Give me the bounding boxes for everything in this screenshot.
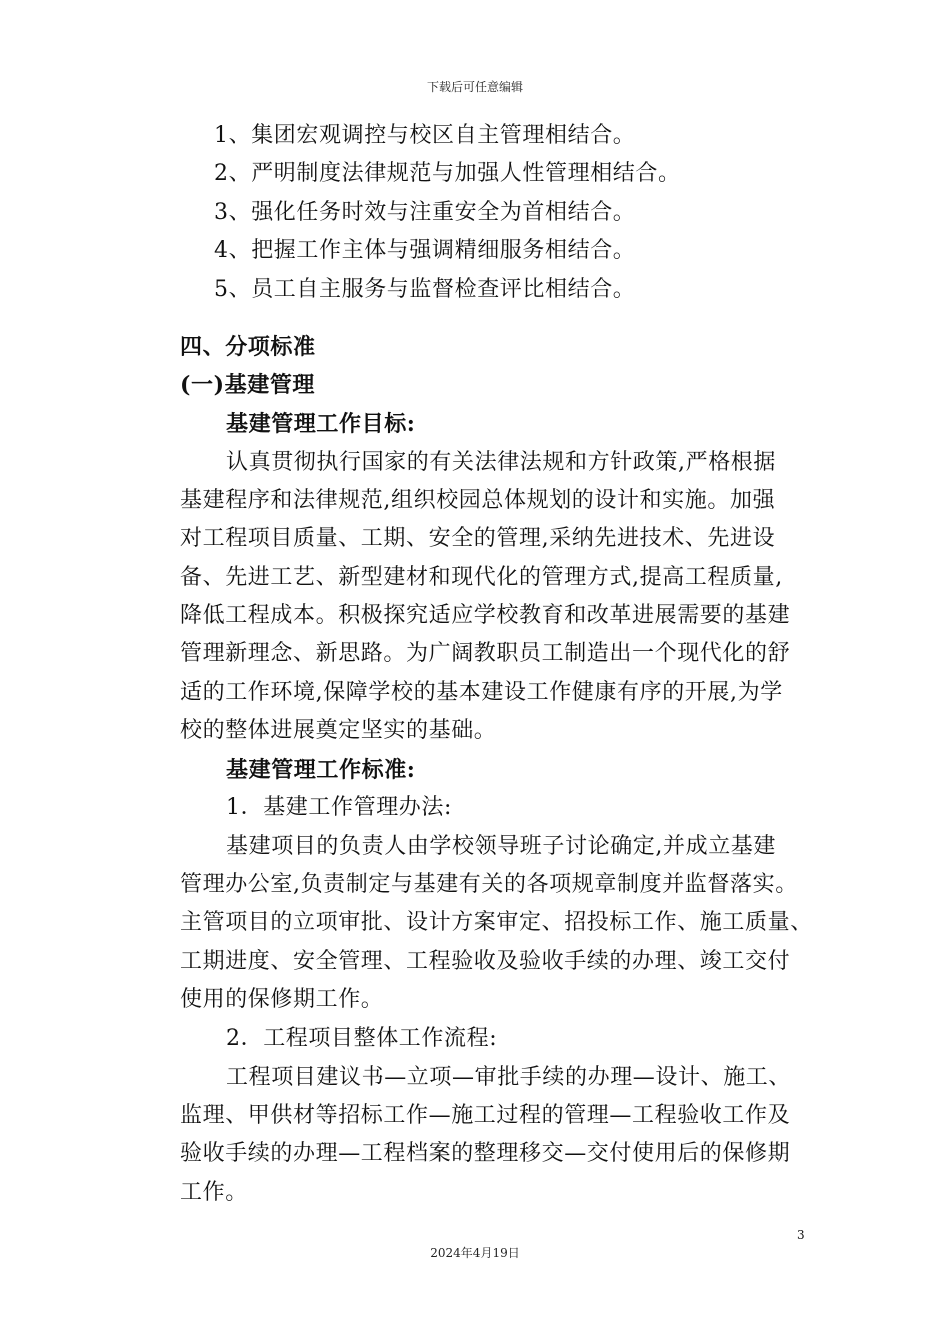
goal-line: 降低工程成本。积极探究适应学校教育和改革进展需要的基建 <box>180 603 791 628</box>
item1-line: 基建项目的负责人由学校领导班子讨论确定,并成立基建 <box>226 834 776 859</box>
standard-heading: 基建管理工作标准: <box>226 757 416 783</box>
page-header: 下载后可任意编辑 <box>426 80 523 94</box>
principle-item: 2、严明制度法律规范与加强人性管理相结合。 <box>214 161 681 186</box>
principle-item: 1、集团宏观调控与校区自主管理相结合。 <box>214 123 636 148</box>
goal-line: 认真贯彻执行国家的有关法律法规和方针政策,严格根据 <box>226 450 776 475</box>
item2-line: 监理、甲供材等招标工作—施工过程的管理—工程验收工作及 <box>180 1103 791 1128</box>
item1-line: 工期进度、安全管理、工程验收及验收手续的办理、竣工交付 <box>180 949 791 974</box>
goal-line: 管理新理念、新思路。为广阔教职员工制造出一个现代化的舒 <box>180 641 791 666</box>
subsection-title: (一)基建管理 <box>180 372 316 398</box>
page-footer-date: 2024年4月19日 <box>430 1246 520 1260</box>
item1-line: 使用的保修期工作。 <box>180 987 384 1012</box>
principle-item: 3、强化任务时效与注重安全为首相结合。 <box>214 200 636 225</box>
item2-line: 工程项目建议书—立项—审批手续的办理—设计、施工、 <box>226 1065 792 1090</box>
item1-line: 主管项目的立项审批、设计方案审定、招投标工作、施工质量、 <box>180 910 813 935</box>
goal-line: 基建程序和法律规范,组织校园总体规划的设计和实施。加强 <box>180 488 776 513</box>
principle-item: 5、员工自主服务与监督检查评比相结合。 <box>214 277 636 302</box>
item1-line: 管理办公室,负责制定与基建有关的各项规章制度并监督落实。 <box>180 872 798 897</box>
principle-item: 4、把握工作主体与强调精细服务相结合。 <box>214 238 636 263</box>
section-title: 四、分项标准 <box>180 334 316 360</box>
item2-line: 工作。 <box>180 1180 248 1205</box>
page-number: 3 <box>797 1228 805 1242</box>
goal-line: 适的工作环境,保障学校的基本建设工作健康有序的开展,为学 <box>180 680 783 705</box>
item2-line: 验收手续的办理—工程档案的整理移交—交付使用后的保修期 <box>180 1141 791 1166</box>
goal-line: 校的整体进展奠定坚实的基础。 <box>180 718 497 743</box>
goal-heading: 基建管理工作目标: <box>226 411 416 437</box>
goal-line: 对工程项目质量、工期、安全的管理,采纳先进技术、先进设 <box>180 526 776 551</box>
goal-line: 备、先进工艺、新型建材和现代化的管理方式,提高工程质量, <box>180 565 783 590</box>
item2-title: 2．工程项目整体工作流程: <box>226 1026 498 1051</box>
item1-title: 1．基建工作管理办法: <box>226 795 453 820</box>
